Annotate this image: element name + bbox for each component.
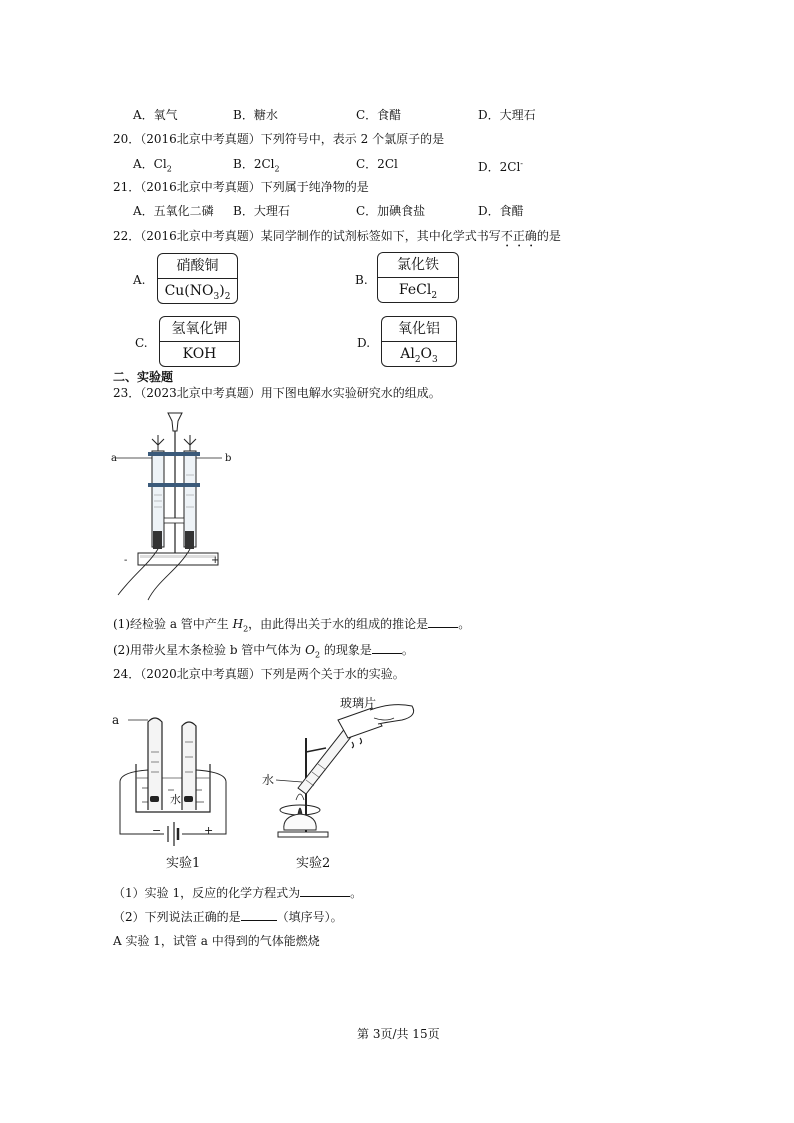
q19-option-a: A．氧气 bbox=[133, 108, 178, 122]
q24-part2: （2）下列说法正确的是 （填序号）。 bbox=[113, 910, 343, 924]
q23-part1-blank[interactable] bbox=[428, 616, 458, 628]
q19-option-b: B．糖水 bbox=[233, 108, 278, 122]
q20-option-c: C．2Cl bbox=[356, 157, 398, 171]
q24-fig2-water-label: 水 bbox=[262, 773, 275, 787]
q21-option-d: D．食醋 bbox=[478, 204, 524, 218]
q19-option-d: D．大理石 bbox=[478, 108, 536, 122]
q23-part1: (1)经检验 a 管中产生 $H_2$，由此得出关于水的组成的推论是 。 bbox=[113, 617, 471, 634]
label-c-name: 氢氧化钾 bbox=[171, 321, 228, 337]
q23-electrolysis-figure bbox=[108, 405, 238, 605]
q24-stem: 24．（2020北京中考真题）下列是两个关于水的实验。 bbox=[113, 667, 405, 681]
q24-fig1-plus: + bbox=[204, 824, 214, 837]
label-b-name: 氯化铁 bbox=[397, 257, 439, 273]
q24-fig1-caption: 实验1 bbox=[166, 856, 201, 871]
label-d-formula: $Al_2O_3$ bbox=[400, 346, 438, 365]
q23-fig-label-a: a bbox=[111, 453, 117, 464]
q20-option-a: A．$Cl_2$ bbox=[133, 157, 172, 174]
q20-option-b: B．$2Cl_2$ bbox=[233, 157, 280, 174]
q22-label-d bbox=[381, 316, 457, 367]
q21-option-a: A．五氧化二磷 bbox=[133, 204, 214, 218]
q21-option-b: B．大理石 bbox=[233, 204, 290, 218]
q22-stem: 22．（2016北京中考真题）某同学制作的试剂标签如下，其中化学式书写不正确的是 bbox=[113, 229, 561, 243]
q22-label-c-letter: C. bbox=[135, 336, 148, 350]
label-b-formula: FeCl$_2$ bbox=[398, 282, 438, 301]
q20-stem: 20．（2016北京中考真题）下列符号中，表示 2 个氯原子的是 bbox=[113, 132, 445, 146]
label-d-name: 氧化铝 bbox=[398, 321, 440, 337]
q22-label-a bbox=[157, 253, 238, 304]
q24-fig1-label-a: a bbox=[112, 713, 120, 727]
q22-label-b-letter: B. bbox=[355, 273, 368, 287]
q24-fig1-minus: − bbox=[152, 824, 162, 837]
q24-experiment1-figure bbox=[108, 712, 238, 862]
q23-fig-plus: + bbox=[211, 555, 220, 566]
q24-part2-blank[interactable] bbox=[241, 909, 277, 921]
q22-label-c bbox=[159, 316, 240, 367]
q24-part1-blank[interactable] bbox=[300, 885, 350, 897]
q24-experiment2-figure bbox=[262, 698, 422, 848]
label-a-formula: $Cu(NO_3)_2$ bbox=[164, 283, 231, 302]
q20-option-d: D．2Cl- bbox=[478, 159, 523, 174]
q22-label-b bbox=[377, 252, 459, 303]
label-a-name: 硝酸铜 bbox=[176, 258, 219, 274]
q19-option-c: C．食醋 bbox=[356, 108, 402, 122]
q24-option-a: A 实验 1，试管 a 中得到的气体能燃烧 bbox=[113, 934, 320, 948]
q24-part1: （1）实验 1，反应的化学方程式为 。 bbox=[113, 886, 363, 900]
q22-label-a-letter: A. bbox=[133, 273, 146, 287]
q23-part2-blank[interactable] bbox=[372, 642, 402, 654]
q23-stem: 23．（2023北京中考真题）用下图电解水实验研究水的组成。 bbox=[113, 386, 441, 400]
q23-part2: (2)用带火星木条检验 b 管中气体为 $O_2$ 的现象是 。 bbox=[113, 643, 414, 660]
q23-fig-minus: - bbox=[124, 555, 128, 566]
q23-fig-label-b: b bbox=[225, 453, 232, 464]
q24-fig1-water-label: 水 bbox=[170, 793, 181, 806]
section-title: 二、实验题 bbox=[113, 370, 174, 384]
q24-fig2-glass-label: 玻璃片 bbox=[340, 696, 377, 710]
q24-fig2-caption: 实验2 bbox=[296, 856, 331, 871]
q21-option-c: C．加碘食盐 bbox=[356, 204, 426, 218]
q22-label-d-letter: D. bbox=[357, 336, 371, 350]
label-c-formula: KOH bbox=[182, 346, 217, 362]
page-number: 第 3页/共 15页 bbox=[357, 1027, 440, 1041]
q21-stem: 21．（2016北京中考真题）下列属于纯净物的是 bbox=[113, 180, 369, 194]
